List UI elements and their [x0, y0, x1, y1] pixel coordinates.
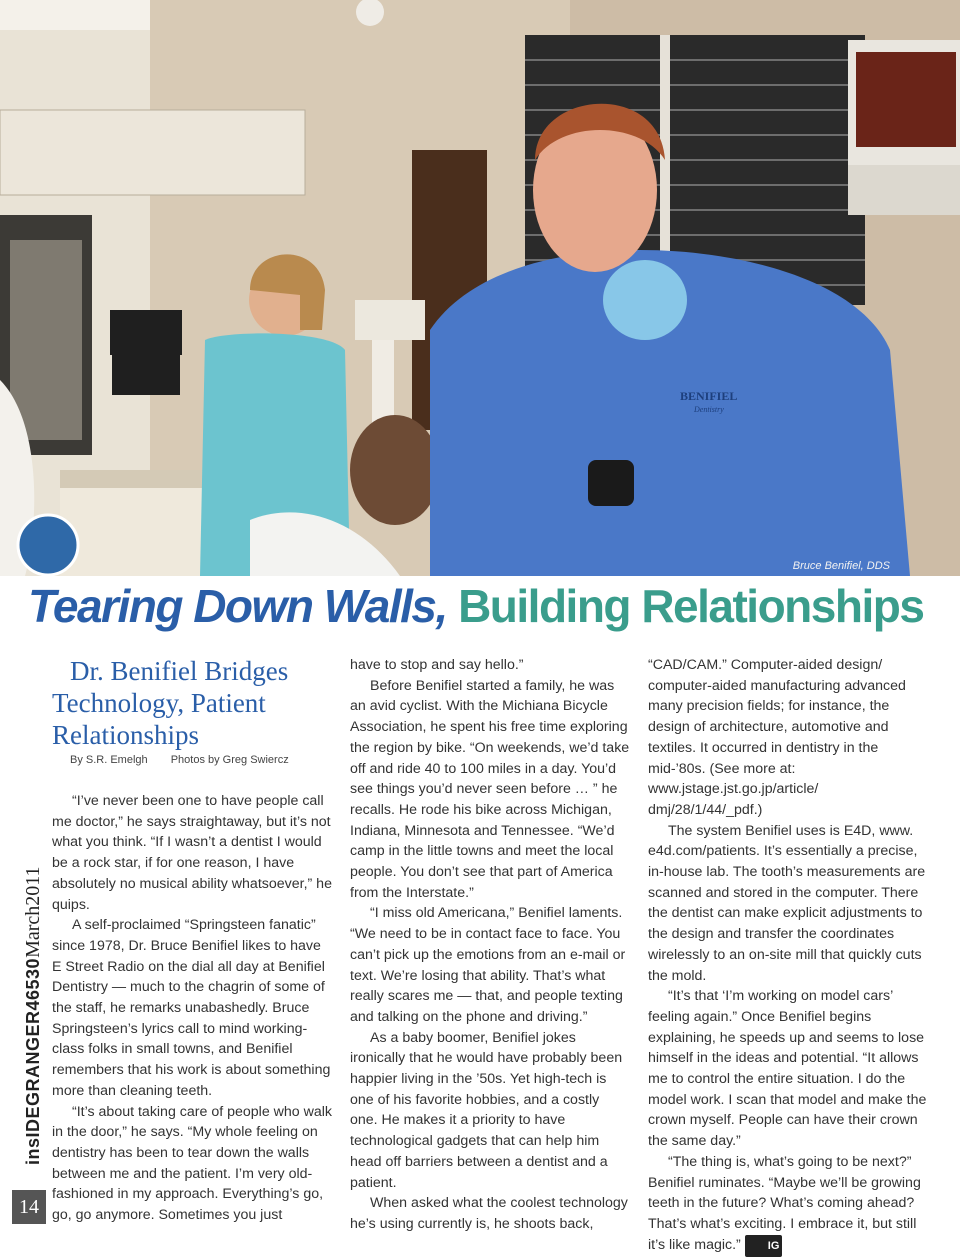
shirt-logo: BENIFIEL	[680, 389, 738, 403]
subtitle-line: Relationships	[52, 720, 199, 750]
paragraph: have to stop and say hello.”	[350, 657, 524, 673]
paragraph: “It’s that ‘I’m working on model cars’ feeling again.” Once Benifiel begins explaining, he speeds up and seems to lose himself in the ideas and potential. “It allows me to control the entire situation. I do the model work. I scan that model and make the crown myself. People can have their crown the same day.”	[648, 988, 927, 1150]
article-column-2	[350, 655, 630, 1235]
page-number: 14	[12, 1190, 46, 1224]
article-column-1	[52, 655, 334, 1226]
magazine-brand: insIDEGRANGER46530	[23, 957, 43, 1165]
byline	[70, 753, 334, 767]
paragraph: Before Benifiel started a family, he was an avid cyclist. With the Michiana Bicycle Association, he spent his free time exploring the region by bike. “On weekends, we’d take off and ride 40 to 100 miles in a day. You’d see things you’d never seen before … ” he recalls. He rode his bike across Michigan, Indiana, Minnesota and Tennessee. “We’d camp in the little towns and meet the local people. You don’t see that part of America from the Interstate.”	[350, 677, 630, 901]
paragraph: The system Benifiel uses is E4D, www. e4d.com/patients. It’s essentially a precise, in-house lab. The tooth’s measurements are scanned and stored in the computer. There the dentist can make explicit adjustments to the design and transfer the coordinates wirelessly to an on-site mill that quickly cuts the mold.	[648, 822, 926, 984]
hero-photo	[0, 0, 960, 576]
paragraph: As a baby boomer, Benifiel jokes ironically that he would have probably been happier living in the ’50s. Yet high-tech is one of his favorite hobbies, and a costly one. He makes it a priority to have technological gadgets that can help him head off barriers between a dentist and a patient.	[350, 1029, 623, 1191]
article-column-3	[648, 655, 930, 1257]
byline-photos: Photos by Greg Swiercz	[170, 754, 289, 766]
paragraph: When asked what the coolest technology he’s using currently is, he shoots back,	[350, 1195, 628, 1232]
byline-author: By S.R. Emelgh	[70, 754, 148, 766]
article-subtitle	[52, 655, 334, 751]
headline-part1: Tearing Down Walls,	[28, 580, 447, 632]
subtitle-line: Dr. Benifiel Bridges	[70, 656, 289, 686]
issue-date: March2011	[22, 866, 44, 958]
subtitle-line: Technology, Patient	[52, 688, 266, 718]
paragraph: “I miss old Americana,” Benifiel laments. “We need to be in contact face to face. You can’t pick up the emotions from an e-mail or text. We’re losing that ability. That’s what really scares me — that, and people texting and talking on the phone and driving.”	[350, 905, 626, 1025]
dental-office-illustration	[0, 0, 960, 576]
headline-part2: Building Relationships	[458, 580, 924, 632]
shirt-logo-sub: Dentistry	[694, 405, 724, 414]
paragraph: A self-proclaimed “Springsteen fanatic” since 1978, Dr. Bruce Benifiel likes to have E Street Radio on the dial all day at Benifiel Dentistry — much to the chagrin of some of the staff, he remarks unabashedly. Bruce Springsteen’s lyrics call to mind working-class folks in small towns, and Benifiel remembers that his work is about something more than cleaning teeth.	[52, 917, 331, 1099]
photo-caption: Bruce Benifiel, DDS	[792, 560, 890, 572]
paragraph: “It’s about taking care of people who walk in the door,” he says. “My whole feeling on dentistry has been to tear down the walls between me and the patient. I’m very old-fashioned in my approach. Everything’s go, go, go anymore. Sometimes you just	[52, 1103, 332, 1224]
headline	[28, 576, 948, 636]
paragraph: “CAD/CAM.” Computer-aided design/ computer-aided manufacturing advanced many precision fields; for instance, the design of architecture, automotive and textiles. It occurred in dentistry in the mid-’80s. (See more at: www.jstage.jst.go.jp/article/ dmj/28/1/44/_pdf.)	[648, 657, 906, 818]
end-mark-icon: IG	[745, 1235, 783, 1257]
paragraph: “I’ve never been one to have people call me doctor,” he says straightaway, but it’s not what you think. “If I wasn’t a dentist I would be a rock star, if for one reason, I have absolutely no musical ability whatsoever,” he quips.	[52, 793, 332, 913]
magazine-rail	[22, 866, 45, 1165]
paragraph	[648, 1152, 930, 1257]
paragraph-text: “The thing is, what’s going to be next?” Benifiel ruminates. “Maybe we’ll be growing teeth in the future? What’s coming ahead? That’s what’s exciting. I embrace it, but still it’s like magic.”	[648, 1153, 921, 1253]
